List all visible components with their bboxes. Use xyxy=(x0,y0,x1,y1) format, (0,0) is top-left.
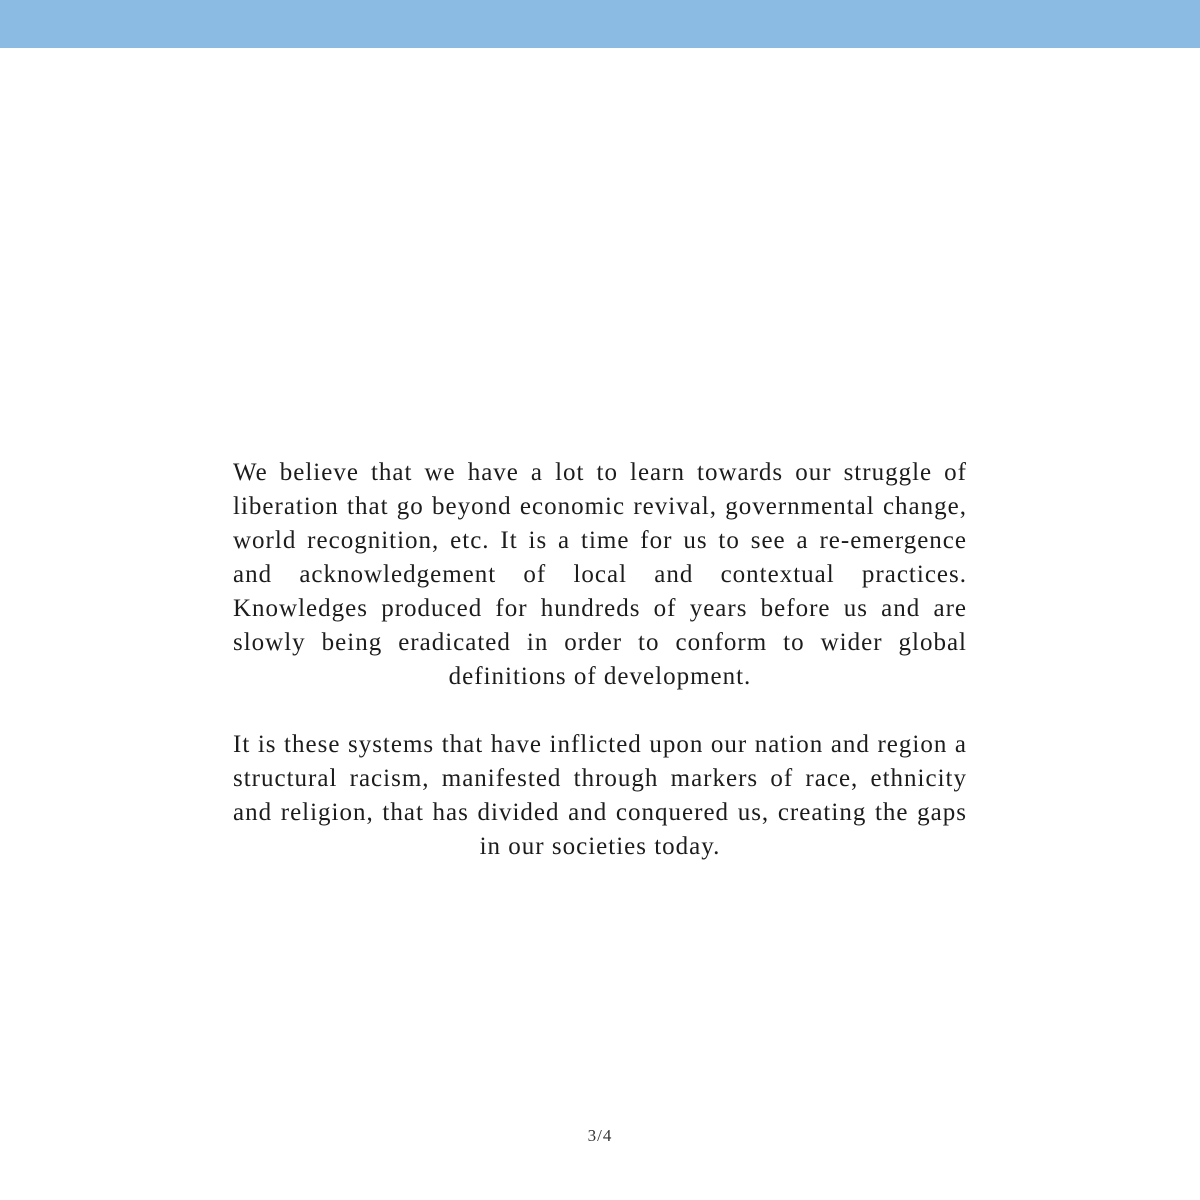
body-text xyxy=(233,456,967,864)
paragraph-2: It is these systems that have inflicted upon our nation and region a structural racism, manifested through markers of race, ethnicity and religion, that has divided and conquered us, creating the gaps in our societies today. xyxy=(233,731,967,860)
paragraph-1: We believe that we have a lot to learn towards our struggle of liberation that go beyond economic revival, governmental change, world recognition, etc. It is a time for us to see a re-emergence and acknowledgement of local and contextual practices. Knowledges produced for hundreds of years before us and are slowly being eradicated in order to conform to wider global definitions of development. xyxy=(233,459,967,690)
top-color-bar xyxy=(0,0,1200,48)
page-number: 3/4 xyxy=(587,1126,613,1145)
